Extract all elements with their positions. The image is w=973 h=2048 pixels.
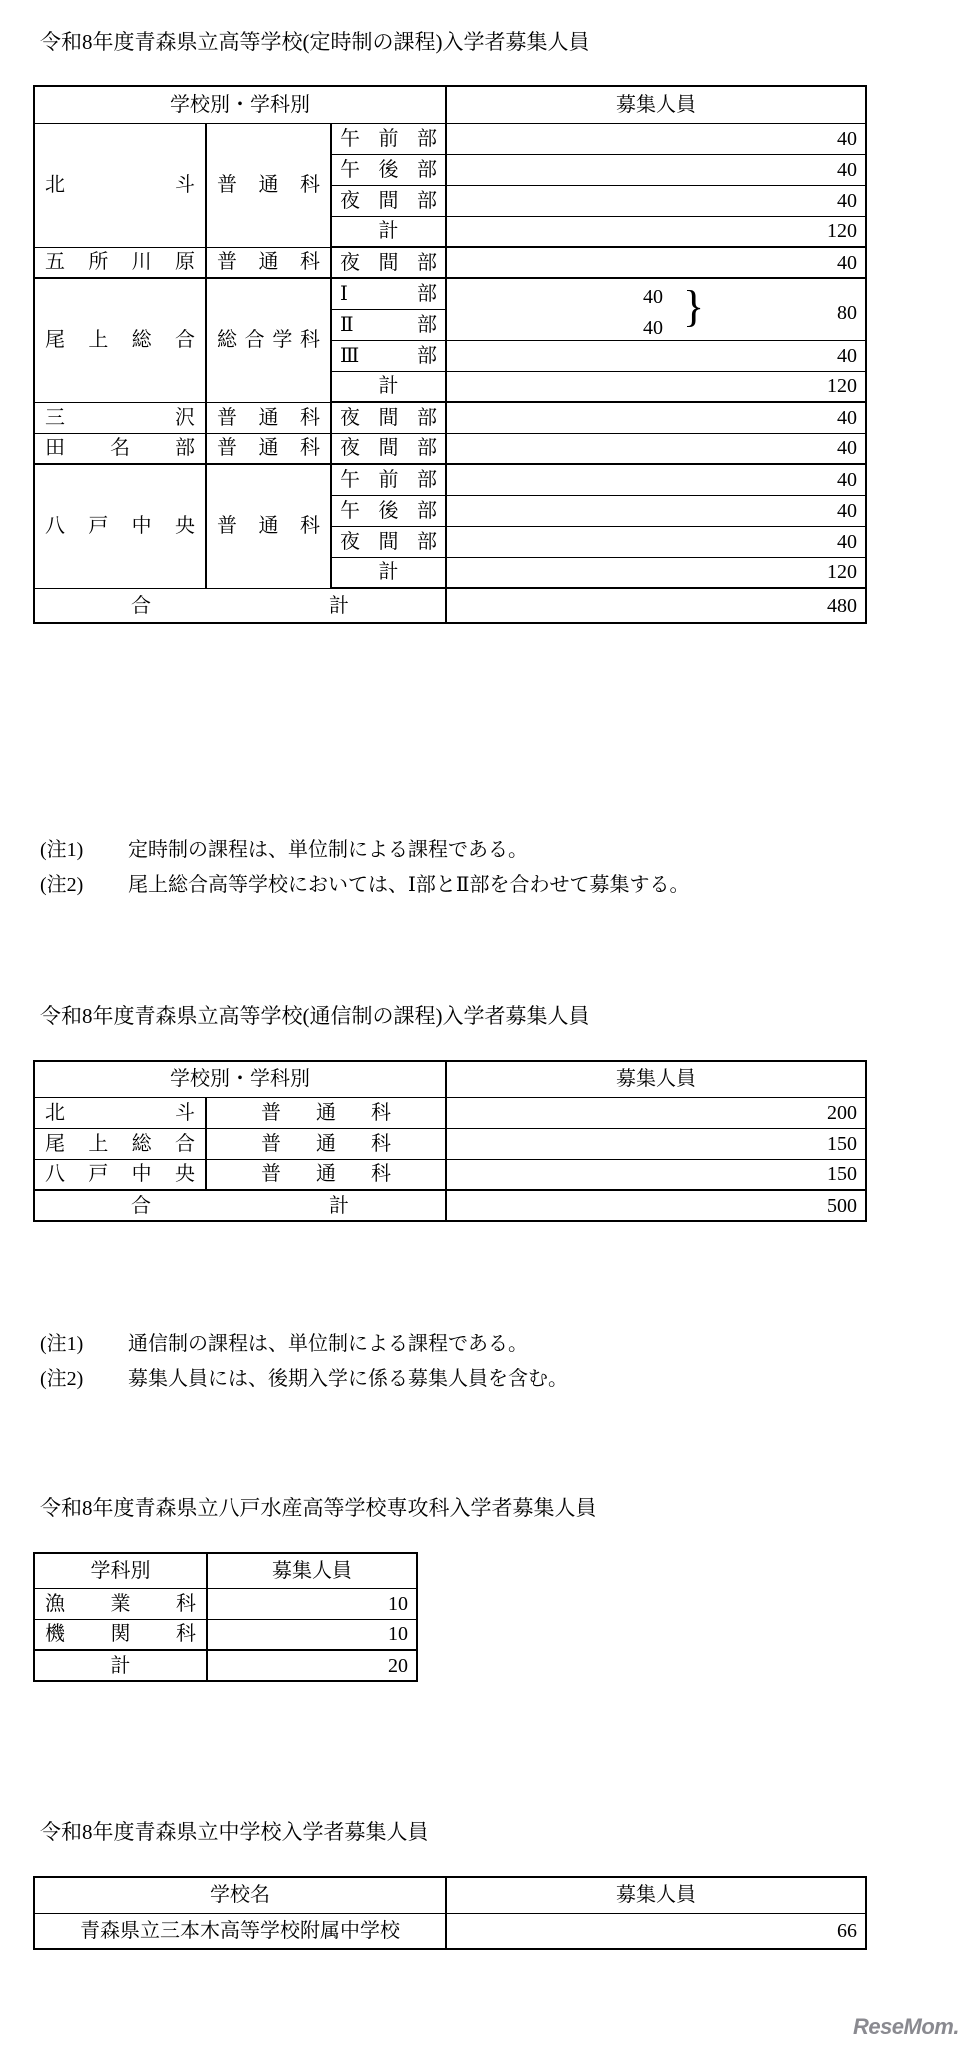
cell-grand-total-value: 480 xyxy=(446,588,866,623)
table-total-row xyxy=(34,1190,866,1221)
cell-grand-total-value: 20 xyxy=(207,1650,417,1681)
cell-school: 三 沢 xyxy=(34,402,206,433)
cell-part: 夜 間 部 xyxy=(331,526,446,557)
cell-course: 普 通 科 xyxy=(206,247,331,278)
cell-count: 150 xyxy=(446,1128,866,1159)
watermark-text: ReseMom xyxy=(852,2014,954,2039)
cell-grand-total-value: 500 xyxy=(446,1190,866,1221)
table-row xyxy=(34,1159,866,1190)
cell-course xyxy=(206,123,331,247)
cell-school: 八 戸 中 央 xyxy=(34,1159,206,1190)
cell-count: 40 xyxy=(446,526,866,557)
table-header-row xyxy=(34,1877,866,1913)
cell-grand-total-label: 合 計 xyxy=(34,588,446,623)
cell-course: 普 通 科 xyxy=(206,464,331,588)
cell-count: 10 xyxy=(207,1619,417,1650)
course-char: 通 xyxy=(258,174,279,196)
table-header-row xyxy=(34,1553,417,1588)
note-label: (注2) xyxy=(40,874,84,896)
cell-school xyxy=(34,123,206,247)
section-title-chugakko: 令和8年度青森県立中学校入学者募集人員 xyxy=(40,1820,429,1844)
course-char: 科 xyxy=(300,174,320,196)
cell-school: 五 所 川 原 xyxy=(34,247,206,278)
section-title-teijisei: 令和8年度青森県立高等学校(定時制の課程)入学者募集人員 xyxy=(40,30,590,54)
cell-course: 普 通 科 xyxy=(206,402,331,433)
note-text: 定時制の課程は、単位制による課程である。 xyxy=(128,839,528,861)
table-tsushinsei xyxy=(33,1060,867,1222)
note-text: 通信制の課程は、単位制による課程である。 xyxy=(128,1333,528,1355)
table-teijisei xyxy=(33,85,867,624)
table-row xyxy=(34,464,866,495)
cell-count: 40 xyxy=(446,495,866,526)
cell-count: 40 xyxy=(446,464,866,495)
cell-part: Ⅲ 部 xyxy=(331,340,446,371)
table-row xyxy=(34,1097,866,1128)
note-1-teijisei xyxy=(40,838,528,862)
cell-count: 120 xyxy=(446,216,866,247)
cell-course: 漁 業 科 xyxy=(34,1588,207,1619)
cell-count: 40 xyxy=(446,433,866,464)
cell-count: 120 xyxy=(446,557,866,588)
cell-school: 尾 上 総 合 xyxy=(34,278,206,402)
cell-school: 八 戸 中 央 xyxy=(34,464,206,588)
cell-course: 機 関 科 xyxy=(34,1619,207,1650)
table-row xyxy=(34,247,866,278)
table-total-row xyxy=(34,588,866,623)
cell-school: 北 斗 xyxy=(34,1097,206,1128)
table-total-row xyxy=(34,1650,417,1681)
cell-part: 夜 間 部 xyxy=(331,185,446,216)
cell-part-subtotal: 計 xyxy=(331,371,446,402)
note-text: 尾上総合高等学校においては、Ⅰ部とⅡ部を合わせて募集する。 xyxy=(128,874,690,896)
cell-count: 40 xyxy=(446,340,866,371)
cell-part: 夜 間 部 xyxy=(331,247,446,278)
table-row xyxy=(34,1128,866,1159)
school-name-char: 北 xyxy=(45,174,65,196)
table-header-row xyxy=(34,86,866,123)
cell-course: 普 通 科 xyxy=(206,1159,446,1190)
table-row xyxy=(34,1619,417,1650)
cell-school: 青森県立三本木高等学校附属中学校 xyxy=(34,1913,446,1949)
cell-part: 夜 間 部 xyxy=(331,433,446,464)
note-1-tsushinsei xyxy=(40,1332,528,1356)
header-capacity: 募集人員 xyxy=(446,1877,866,1913)
cell-school: 尾 上 総 合 xyxy=(34,1128,206,1159)
cell-course: 総 合 学 科 xyxy=(206,278,331,402)
cell-part: Ⅰ 部 xyxy=(331,278,446,309)
cell-count: 40 xyxy=(446,402,866,433)
section-title-tsushinsei: 令和8年度青森県立高等学校(通信制の課程)入学者募集人員 xyxy=(40,1004,590,1028)
cell-count: 66 xyxy=(446,1913,866,1949)
cell-count: 40 xyxy=(446,185,866,216)
table-chugakko xyxy=(33,1876,867,1950)
cell-part: 午 後 部 xyxy=(331,154,446,185)
cell-part-subtotal: 計 xyxy=(331,216,446,247)
table-header-row xyxy=(34,1061,866,1097)
cell-count-part2: 40 xyxy=(643,317,664,339)
table-row xyxy=(34,402,866,433)
school-name-char: 斗 xyxy=(175,174,195,196)
header-school-name: 学校名 xyxy=(34,1877,446,1913)
table-row xyxy=(34,123,866,154)
header-dept: 学科別 xyxy=(34,1553,207,1588)
cell-part: 夜 間 部 xyxy=(331,402,446,433)
watermark-dot: . xyxy=(953,2014,959,2039)
note-label: (注2) xyxy=(40,1368,84,1390)
cell-part-subtotal: 計 xyxy=(331,557,446,588)
header-school-dept: 学校別・学科別 xyxy=(34,86,446,123)
cell-course: 普 通 科 xyxy=(206,1097,446,1128)
brace-icon: } xyxy=(683,282,705,331)
cell-grand-total-label: 合 計 xyxy=(34,1190,446,1221)
cell-count: 40 xyxy=(446,154,866,185)
table-senkoka xyxy=(33,1552,418,1682)
cell-count-braced-total: 80 xyxy=(837,302,858,324)
header-school-dept: 学校別・学科別 xyxy=(34,1061,446,1097)
cell-course: 普 通 科 xyxy=(206,1128,446,1159)
header-capacity: 募集人員 xyxy=(207,1553,417,1588)
table-row xyxy=(34,1913,866,1949)
note-text: 募集人員には、後期入学に係る募集人員を含む。 xyxy=(128,1368,568,1390)
note-label: (注1) xyxy=(40,1333,84,1355)
course-char: 普 xyxy=(217,174,237,196)
note-label: (注1) xyxy=(40,839,84,861)
watermark-resemom xyxy=(853,2014,959,2040)
table-row xyxy=(34,1588,417,1619)
cell-part: 午 前 部 xyxy=(331,464,446,495)
cell-part: 午 後 部 xyxy=(331,495,446,526)
cell-count: 40 xyxy=(446,123,866,154)
header-capacity: 募集人員 xyxy=(446,86,866,123)
cell-count: 200 xyxy=(446,1097,866,1128)
table-row xyxy=(34,433,866,464)
cell-part: Ⅱ 部 xyxy=(331,309,446,340)
note-2-teijisei xyxy=(40,873,690,897)
cell-count-braced xyxy=(446,278,866,340)
cell-course: 普 通 科 xyxy=(206,433,331,464)
section-title-senkoka: 令和8年度青森県立八戸水産高等学校専攻科入学者募集人員 xyxy=(40,1496,597,1520)
cell-count: 10 xyxy=(207,1588,417,1619)
cell-count: 120 xyxy=(446,371,866,402)
cell-count-part1: 40 xyxy=(643,286,664,308)
cell-school: 田 名 部 xyxy=(34,433,206,464)
header-capacity: 募集人員 xyxy=(446,1061,866,1097)
cell-count: 150 xyxy=(446,1159,866,1190)
cell-grand-total-label: 計 xyxy=(34,1650,207,1681)
note-2-tsushinsei xyxy=(40,1367,568,1391)
table-row xyxy=(34,278,866,309)
cell-count: 40 xyxy=(446,247,866,278)
cell-part: 午 前 部 xyxy=(331,123,446,154)
